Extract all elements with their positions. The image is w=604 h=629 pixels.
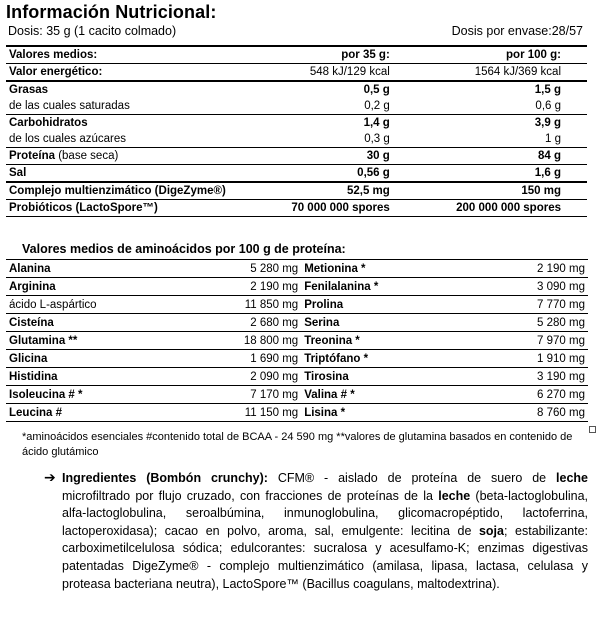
amino-name: Leucina # [6,404,179,422]
nutrient-value-100g: 1,5 g [534,83,561,96]
amino-name: Cisteína [6,314,179,332]
amino-name: Prolina [301,296,464,314]
allergen-soy: soja [478,523,504,538]
nutrition-row-protein [6,148,587,165]
amino-value: 7 970 mg [464,332,588,350]
nutrient-label-sub: (base seca) [55,149,119,162]
amino-name: Glicina [6,350,179,368]
dose-line [8,24,583,38]
amino-value: 7 770 mg [464,296,588,314]
amino-value: 3 190 mg [464,368,588,386]
ingredients-part: (beta-lactoglobulina, alfa-lactoglobulina, seroalbúmina, inmunoglobulina, glicomacropéptido, lactoferrina, lactoperoxidasa); cacao en polvo, aroma, sal, emulgente: lecitina de [62,488,589,538]
amino-name: Arginina [6,278,179,296]
nutrition-row-enzymes [6,182,587,200]
nutrient-value-serving: 1,4 g [363,116,390,129]
header-per-serving: por 35 g: [259,46,416,64]
doses-per-container: Dosis por envase:28/57 [451,24,583,38]
nutrition-row-fat [6,81,587,98]
amino-row [6,296,588,314]
nutrient-value-serving: 0,2 g [259,98,416,115]
amino-name: Glutamina ** [6,332,179,350]
nutrient-value-serving: 30 g [259,148,416,165]
amino-name: Alanina [6,260,179,278]
amino-name: Treonina * [301,332,464,350]
amino-value: 2 680 mg [179,314,301,332]
nutrition-row-probiotics [6,200,587,217]
nutrition-header-row [6,46,587,64]
nutrient-label: Valor energético: [6,64,259,82]
nutrient-label-main: Proteína [9,149,56,162]
amino-value: 2 090 mg [179,368,301,386]
nutrient-value-100g: 1,6 g [416,165,587,183]
amino-name: Fenilalanina * [301,278,464,296]
amino-value: 2 190 mg [179,278,301,296]
page-title: Información Nutricional: [6,2,217,22]
nutrient-value-100g: 200 000 000 spores [416,200,587,217]
amino-name: Valina # * [301,386,464,404]
amino-row [6,260,588,278]
nutrient-value-serving: 0,56 g [259,165,416,183]
nutrition-row-carbs [6,115,587,132]
ingredients-part: microfiltrado por flujo cruzado, con fracciones de proteínas de la [62,488,439,503]
nutrient-label: de los cuales azúcares [6,131,259,148]
nutrient-value-100g: 84 g [416,148,587,165]
amino-value: 5 280 mg [464,314,588,332]
nutrition-row-saturated [6,98,587,115]
amino-value: 6 270 mg [464,386,588,404]
amino-name: Histidina [6,368,179,386]
amino-row [6,368,588,386]
nutrient-value-100g: 3,9 g [534,116,561,129]
nutrient-value-serving: 0,3 g [259,131,416,148]
nutrient-label: Sal [6,165,259,183]
nutrient-value-serving: 548 kJ/129 kcal [259,64,416,82]
nutrient-value-100g: 0,6 g [416,98,587,115]
dose-size: Dosis: 35 g (1 cacito colmado) [8,24,177,38]
amino-value: 2 190 mg [464,260,588,278]
nutrition-row-salt [6,165,587,183]
amino-value: 8 760 mg [464,404,588,422]
ingredients-text [62,470,588,593]
header-label: Valores medios: [6,46,259,64]
amino-name: Serina [301,314,464,332]
ingredients-label: Ingredientes (Bombón crunchy): [62,471,268,485]
amino-row [6,404,588,422]
nutrient-value-serving: 0,5 g [363,83,390,96]
amino-name: Tirosina [301,368,464,386]
amino-row [6,386,588,404]
amino-value: 1 910 mg [464,350,588,368]
nutrition-row-energy [6,64,587,82]
amino-footnote: *aminoácidos esenciales #contenido total de BCAA - 24 590 mg **valores de glutamina basados en contenido de ácido glutámico [22,431,573,458]
amino-value: 3 090 mg [464,278,588,296]
allergen-milk: leche [438,488,471,503]
header-per-100g: por 100 g: [416,46,587,64]
allergen-milk: leche [556,471,588,485]
nutrient-value-100g: 1564 kJ/369 kcal [416,64,587,82]
amino-row [6,350,588,368]
amino-row [6,314,588,332]
amino-row [6,332,588,350]
nutrient-label: Grasas [9,83,49,96]
amino-table [6,259,588,422]
amino-name: Lisina * [301,404,464,422]
nutrient-value-100g: 1 g [416,131,587,148]
amino-value: 11 850 mg [179,296,301,314]
nutrient-value-serving: 52,5 mg [259,182,416,200]
nutrition-table [6,45,587,217]
nutrient-value-100g: 150 mg [416,182,587,200]
amino-value: 18 800 mg [179,332,301,350]
nutrient-label [6,148,259,165]
nutrient-label: Complejo multienzimático (DigeZyme®) [6,182,259,200]
amino-name: Isoleucina # * [6,386,179,404]
amino-row [6,278,588,296]
amino-value: 7 170 mg [179,386,301,404]
ingredients-part: CFM® - aislado de proteína de suero de [267,471,557,485]
amino-section-title: Valores medios de aminoácidos por 100 g de proteína: [22,242,346,256]
nutrient-label: Probióticos (LactoSpore™) [6,200,259,217]
nutrient-label: de las cuales saturadas [6,98,259,115]
arrow-right-icon: ➔ [44,469,56,485]
amino-name: Metionina * [301,260,464,278]
nutrient-label: Carbohidratos [9,116,88,129]
amino-value: 11 150 mg [179,404,301,422]
ingredients-part: ; estabilizante: carboximetilcelulosa sódica; edulcorantes: sucralosa y acesulfamo-K; enzimas digestivas patentadas DigeZyme® - complejo multienzimático (amilasa, lipasa, lactasa, celulasa y proteasa bacteriana neutra), LactoSpore™ (Bacillus coagulans, maltodextrina). [62,523,588,591]
amino-value: 5 280 mg [179,260,301,278]
amino-name: Triptófano * [301,350,464,368]
amino-name: ácido L-aspártico [6,296,179,314]
amino-value: 1 690 mg [179,350,301,368]
nutrition-row-sugars [6,131,587,148]
nutrient-value-serving: 70 000 000 spores [259,200,416,217]
